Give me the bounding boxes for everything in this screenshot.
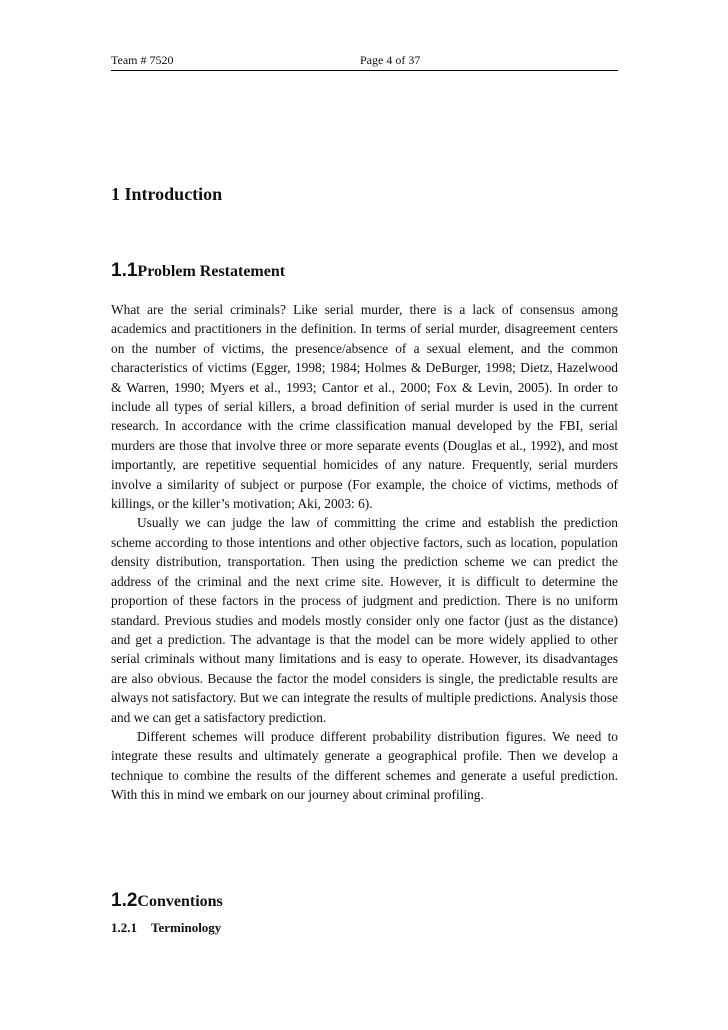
section-title: Problem Restatement xyxy=(137,263,286,280)
paragraph: What are the serial criminals? Like serial murder, there is a lack of consensus among academics and practitioners in the definition. In terms of serial murder, disagreement centers on the number of victims, the presence/absence of a sexual element, and the common characteristics of victims (Egger, 1998; 1984; Holmes & DeBurger, 1998; Dietz, Hazelwood & Warren, 1990; Myers et al., 1993; Cantor et al., 2000; Fox & Levin, 2005). In order to include all types of serial killers, a broad definition of serial murder is used in the current research. In accordance with the crime classification manual developed by the FBI, serial murders are those that involve three or more separate events (Douglas et al., 1992), and most importantly, are repetitive sequential homicides of any nature. Frequently, serial murders involve a similarity of subject or purpose (For example, the choice of victims, methods of killings, or the killer’s motivation; Aki, 2003: 6). xyxy=(111,302,618,512)
section-number: 1.2 xyxy=(111,890,138,911)
page-header xyxy=(111,52,618,71)
section-introduction-heading: 1 Introduction xyxy=(111,184,223,204)
problem-restatement-body xyxy=(111,300,618,805)
page-number: Page 4 of 37 xyxy=(360,53,421,67)
subsection-terminology-heading xyxy=(111,919,221,937)
team-number: Team # 7520 xyxy=(111,53,174,67)
subsection-number: 1.2.1 xyxy=(111,920,137,935)
paragraph: Different schemes will produce different probability distribution figures. We need to integrate these results and ultimately generate a geographical profile. Then we develop a technique to combine the results of the different schemes and generate a useful prediction. With this in mind we embark on our journey about criminal profiling. xyxy=(111,728,618,803)
section-number: 1.1 xyxy=(111,260,138,281)
subsection-title: Terminology xyxy=(151,920,222,935)
section-title: Conventions xyxy=(137,893,223,910)
section-conventions-heading xyxy=(111,890,223,913)
section-problem-restatement-heading xyxy=(111,260,285,283)
paragraph: Usually we can judge the law of committing the crime and establish the prediction scheme according to those intentions and other objective factors, such as location, population density distribution, transportation. Then using the prediction scheme we can predict the address of the criminal and the next crime site. However, it is difficult to determine the proportion of these factors in the process of judgment and prediction. There is no uniform standard. Previous studies and models mostly consider only one factor (just as the distance) and get a prediction. The advantage is that the model can be more widely applied to other serial criminals without many limitations and is easy to operate. However, its disadvantages are also obvious. Because the factor the model considers is single, the predictable results are always not satisfactory. But we can integrate the results of multiple predictions. Analysis those and we can get a satisfactory prediction. xyxy=(111,515,618,725)
